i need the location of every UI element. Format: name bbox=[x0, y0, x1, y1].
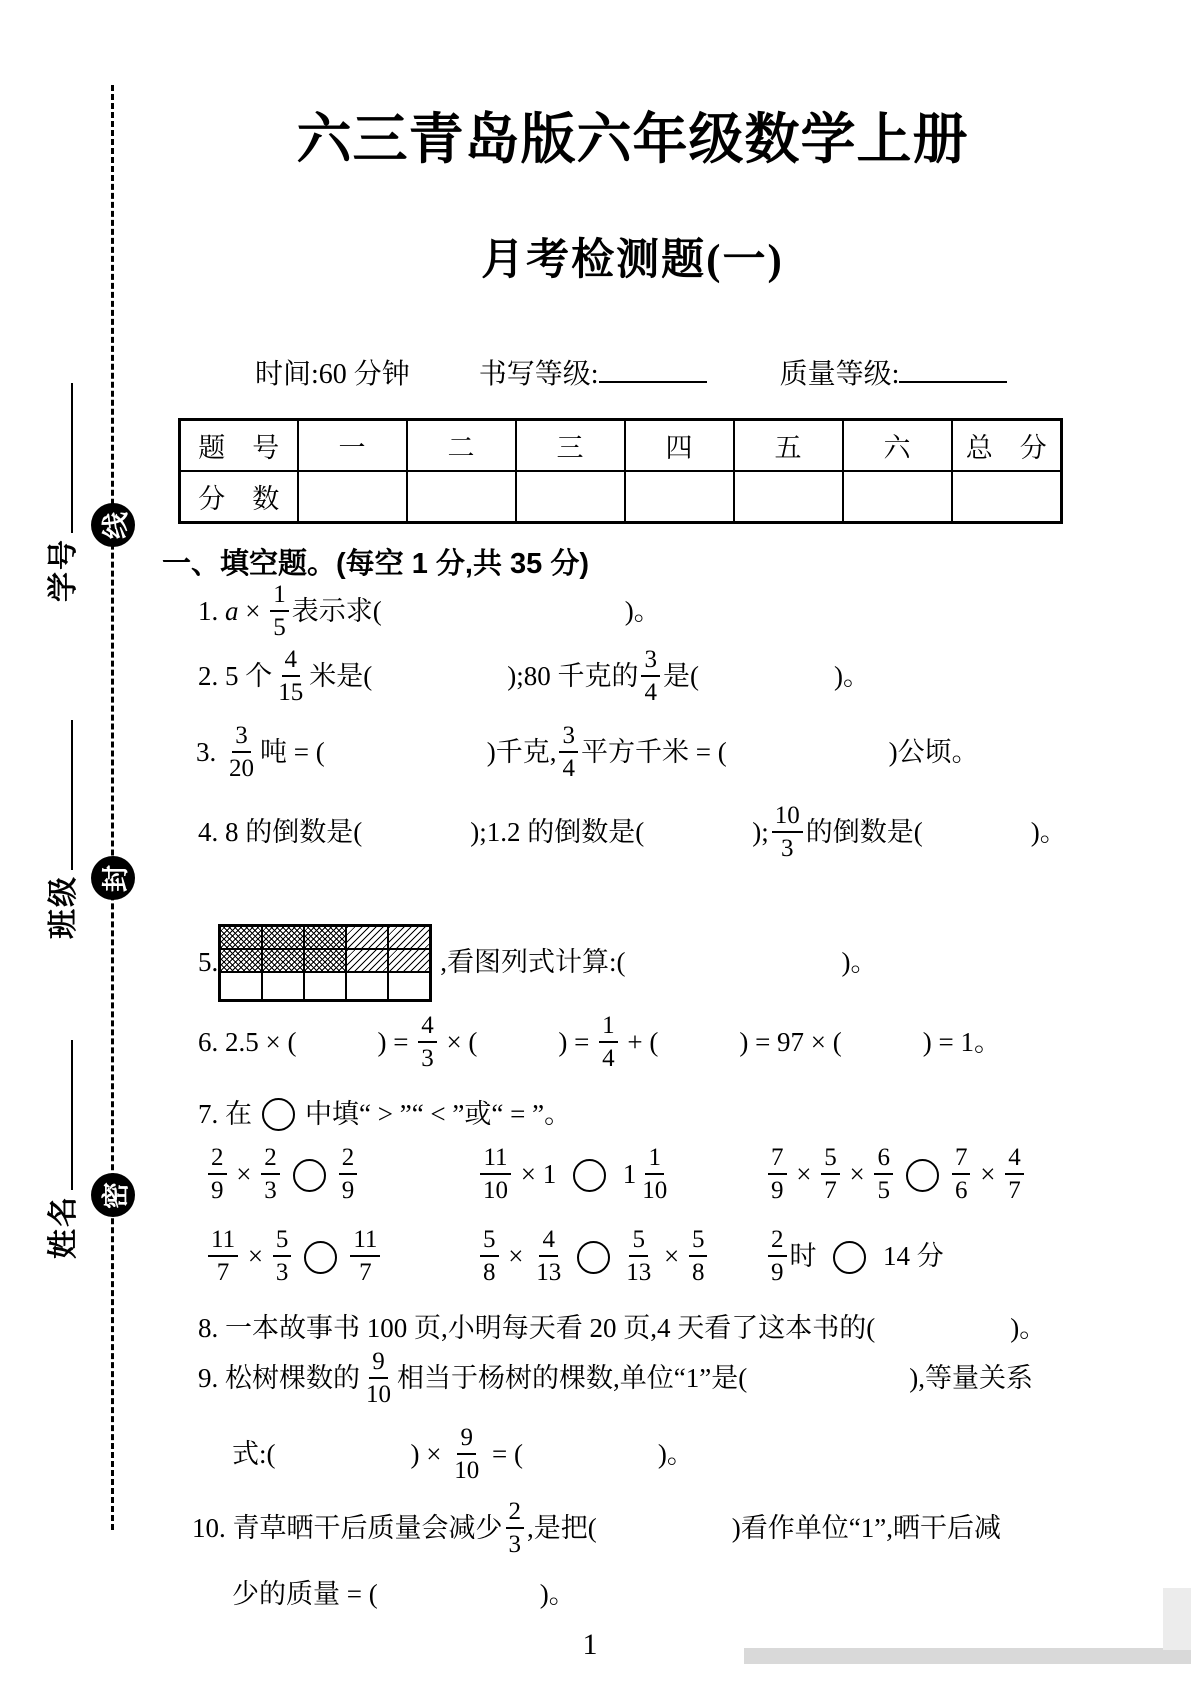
text-run: 少的质量 = ( )。 bbox=[232, 1579, 576, 1609]
question-2 bbox=[198, 646, 870, 708]
text-run: ,是把( )看作单位“1”,晒干后减 bbox=[527, 1513, 1001, 1544]
q7-compare-3 bbox=[765, 1144, 1027, 1206]
score-table bbox=[178, 418, 1063, 524]
q7-compare-5 bbox=[477, 1226, 765, 1288]
shaded-grid-figure bbox=[218, 924, 440, 1002]
grid-cell-cross bbox=[220, 926, 262, 949]
scan-artifact-corner bbox=[1163, 1588, 1191, 1650]
score-table-cell: 三 bbox=[516, 420, 625, 472]
text-run: = ( )。 bbox=[485, 1439, 694, 1470]
name-field bbox=[38, 1031, 78, 1259]
score-table-cell: 六 bbox=[843, 420, 952, 472]
time-label: 时间:60 分钟 bbox=[255, 359, 410, 390]
fraction: $\frac{2}{9}$ bbox=[339, 1145, 358, 1203]
question-10-line-1 bbox=[192, 1498, 1001, 1560]
question-10-line-2 bbox=[232, 1578, 576, 1612]
comparison-circle bbox=[304, 1241, 337, 1274]
text-run: 8. 一本故事书 100 页,小明每天看 20 页,4 天看了这本书的( )。 bbox=[198, 1313, 1047, 1343]
grid-cell-cross bbox=[304, 926, 346, 949]
fraction: $\frac{2}{3}$ bbox=[261, 1145, 280, 1203]
fraction: $\frac{1}{5}$ bbox=[270, 582, 289, 640]
score-table-cell bbox=[407, 471, 516, 523]
question-9-line-2 bbox=[232, 1424, 694, 1486]
grid-cell-cross bbox=[220, 949, 262, 972]
class-field bbox=[38, 711, 78, 939]
comparison-circle bbox=[833, 1241, 866, 1274]
text-run: 相当于杨树的棵数,单位“1”是( ),等量关系 bbox=[397, 1363, 1033, 1394]
seal-stamp-feng-char: 封 bbox=[100, 864, 131, 892]
fraction: $\frac{9}{10}$ bbox=[454, 1424, 480, 1484]
fraction: $\frac{1}{10}$ bbox=[642, 1144, 668, 1204]
text-run: 平方千米 = ( )公顷。 bbox=[580, 737, 979, 768]
fraction: $\frac{11}{10}$ bbox=[480, 1145, 511, 1203]
text-run: 7. 在 bbox=[198, 1099, 252, 1129]
q7-compare-6 bbox=[765, 1226, 944, 1288]
fraction: $\frac{1}{4}$ bbox=[599, 1013, 618, 1071]
grid-cell-diag bbox=[346, 949, 388, 972]
fraction: $\frac{7}{9}$ bbox=[768, 1145, 787, 1203]
text-run: 吨 = ( )千克, bbox=[260, 737, 557, 768]
quality-grade-blank bbox=[899, 353, 1007, 383]
fraction: $\frac{4}{15}$ bbox=[278, 646, 304, 706]
fraction: $\frac{7}{6}$ bbox=[952, 1145, 971, 1203]
text-run: × bbox=[842, 1159, 872, 1190]
text-run: 5. bbox=[198, 947, 219, 978]
text-run: 14 分 bbox=[876, 1241, 944, 1272]
question-6 bbox=[198, 1012, 1001, 1074]
fraction: $\frac{10}{3}$ bbox=[772, 803, 803, 861]
fraction: $\frac{5}{7}$ bbox=[821, 1145, 840, 1203]
fraction: $\frac{5}{13}$ bbox=[626, 1226, 652, 1286]
fraction: $\frac{5}{8}$ bbox=[480, 1227, 499, 1285]
text-run: 1 bbox=[615, 1159, 637, 1190]
grid-cell-blank bbox=[262, 972, 304, 1000]
fraction: $\frac{2}{9}$ bbox=[768, 1227, 787, 1285]
seal-stamp-feng bbox=[91, 856, 135, 900]
text-run: × 1 bbox=[514, 1159, 563, 1190]
question-5-text bbox=[440, 946, 877, 980]
question-8 bbox=[198, 1312, 1046, 1346]
text-run: 是( )。 bbox=[662, 661, 870, 692]
seal-stamp-mi bbox=[91, 1173, 135, 1217]
writing-grade-label: 书写等级: bbox=[478, 359, 599, 390]
score-table-cell: 四 bbox=[625, 420, 734, 472]
seal-stamp-xian-char: 线 bbox=[100, 511, 131, 539]
score-table-cell: 一 bbox=[298, 420, 407, 472]
score-table-cell bbox=[516, 471, 625, 523]
text-run: 表示求( )。 bbox=[291, 596, 661, 627]
exam-info-line bbox=[255, 352, 1007, 392]
comparison-circle bbox=[577, 1241, 610, 1274]
seal-dashed-line bbox=[111, 85, 114, 1530]
grid-cell-blank bbox=[220, 972, 262, 1000]
text-run: × bbox=[501, 1241, 531, 1272]
score-table-cell bbox=[625, 471, 734, 523]
page-number: 1 bbox=[582, 1628, 598, 1661]
grid-cell-blank bbox=[346, 972, 388, 1000]
text-run: × bbox=[241, 1241, 270, 1272]
score-table-cell bbox=[952, 471, 1062, 523]
fraction: $\frac{9}{10}$ bbox=[366, 1348, 391, 1408]
score-table-cell: 总 分 bbox=[952, 420, 1062, 472]
fraction: $\frac{3}{20}$ bbox=[229, 722, 254, 782]
question-4 bbox=[198, 802, 1067, 864]
text-run: × bbox=[973, 1159, 1003, 1190]
fraction: $\frac{5}{3}$ bbox=[273, 1227, 292, 1285]
quality-grade-label: 质量等级: bbox=[779, 359, 900, 390]
shaded-grid bbox=[218, 924, 432, 1002]
text-run: 4. 8 的倒数是( );1.2 的倒数是( ); bbox=[198, 817, 769, 848]
grid-cell-cross bbox=[262, 949, 304, 972]
q7-compare-1 bbox=[205, 1144, 477, 1206]
text-run: 2. 5 个 bbox=[198, 661, 273, 692]
score-table-cell bbox=[298, 471, 407, 523]
exam-subtitle: 月考检测题(一) bbox=[481, 237, 784, 284]
text-run: × bbox=[229, 1159, 259, 1190]
text-run: + ( ) = 97 × ( ) = 1。 bbox=[620, 1027, 1001, 1058]
comparison-circle bbox=[906, 1159, 939, 1192]
comparison-circle bbox=[573, 1159, 606, 1192]
question-5 bbox=[198, 924, 877, 1002]
grid-cell-cross bbox=[262, 926, 304, 949]
fraction: $\frac{11}{7}$ bbox=[208, 1227, 238, 1285]
fraction: $\frac{11}{7}$ bbox=[350, 1227, 380, 1285]
question-7-row-1 bbox=[205, 1144, 1027, 1206]
writing-grade-blank bbox=[599, 353, 707, 383]
score-table-cell bbox=[734, 471, 843, 523]
text-run: 的倒数是( )。 bbox=[805, 817, 1067, 848]
comparison-circle bbox=[262, 1098, 295, 1131]
score-table-cell: 五 bbox=[734, 420, 843, 472]
question-7-intro bbox=[198, 1098, 571, 1133]
comparison-circle bbox=[293, 1159, 326, 1192]
q7-compare-2 bbox=[477, 1144, 765, 1206]
question-5-number bbox=[198, 946, 218, 980]
grid-cell-diag bbox=[388, 926, 430, 949]
fraction: $\frac{3}{4}$ bbox=[559, 723, 578, 781]
text-run: 时 bbox=[789, 1241, 824, 1272]
score-table-score-row bbox=[180, 471, 1062, 523]
class-label: 班级 bbox=[47, 875, 80, 939]
scan-artifact-strip bbox=[744, 1648, 1191, 1664]
text-run: 9. 松树棵数的 bbox=[198, 1363, 360, 1394]
text-run: 3. bbox=[196, 737, 223, 768]
text-run: 式:( ) × bbox=[232, 1439, 449, 1470]
question-7-row-2 bbox=[205, 1226, 944, 1288]
fraction: $\frac{2}{3}$ bbox=[506, 1499, 525, 1557]
score-table-cell: 题 号 bbox=[180, 420, 298, 472]
fraction: $\frac{2}{9}$ bbox=[208, 1145, 227, 1203]
class-blank-line bbox=[41, 720, 73, 870]
grid-cell-cross bbox=[304, 949, 346, 972]
text-run: × bbox=[657, 1241, 686, 1272]
text-run: × bbox=[238, 596, 268, 627]
question-3 bbox=[196, 722, 979, 784]
text-run: 米是( );80 千克的 bbox=[309, 661, 639, 692]
score-table-cell: 分 数 bbox=[180, 471, 298, 523]
q7-compare-4 bbox=[205, 1226, 477, 1288]
text-run: × bbox=[789, 1159, 819, 1190]
question-1 bbox=[198, 581, 661, 643]
seal-stamp-mi-char: 密 bbox=[100, 1181, 131, 1209]
grid-cell-diag bbox=[346, 926, 388, 949]
grid-cell-diag bbox=[388, 949, 430, 972]
fraction: $\frac{4}{7}$ bbox=[1005, 1145, 1024, 1203]
text-run: 10. 青草晒干后质量会减少 bbox=[192, 1513, 503, 1544]
page-title: 六三青岛版六年级数学上册 bbox=[296, 108, 969, 170]
student-id-field bbox=[38, 374, 78, 602]
text-run: 6. 2.5 × ( ) = bbox=[198, 1027, 416, 1058]
fraction: $\frac{4}{3}$ bbox=[418, 1013, 437, 1071]
student-id-blank-line bbox=[41, 383, 73, 533]
name-label: 姓名 bbox=[47, 1195, 80, 1259]
fraction: $\frac{5}{8}$ bbox=[689, 1227, 708, 1285]
section-1-heading: 一、填空题。(每空 1 分,共 35 分) bbox=[162, 548, 589, 580]
fraction: $\frac{6}{5}$ bbox=[874, 1145, 893, 1203]
score-table-header-row bbox=[180, 420, 1062, 472]
student-id-label: 学号 bbox=[47, 538, 80, 602]
score-table-cell bbox=[843, 471, 952, 523]
text-run: 1. bbox=[198, 596, 225, 627]
grid-cell-blank bbox=[388, 972, 430, 1000]
score-table-cell: 二 bbox=[407, 420, 516, 472]
question-9-line-1 bbox=[198, 1348, 1033, 1410]
text-run: ,看图列式计算:( )。 bbox=[440, 947, 878, 978]
text-run: × ( ) = bbox=[439, 1027, 597, 1058]
text-run: a bbox=[225, 596, 239, 627]
fraction: $\frac{3}{4}$ bbox=[641, 647, 660, 705]
name-blank-line bbox=[41, 1040, 73, 1190]
grid-cell-blank bbox=[304, 972, 346, 1000]
fraction: $\frac{4}{13}$ bbox=[536, 1226, 562, 1286]
text-run: 中填“ > ”“ < ”或“ = ”。 bbox=[305, 1099, 572, 1129]
seal-stamp-xian bbox=[91, 503, 135, 547]
